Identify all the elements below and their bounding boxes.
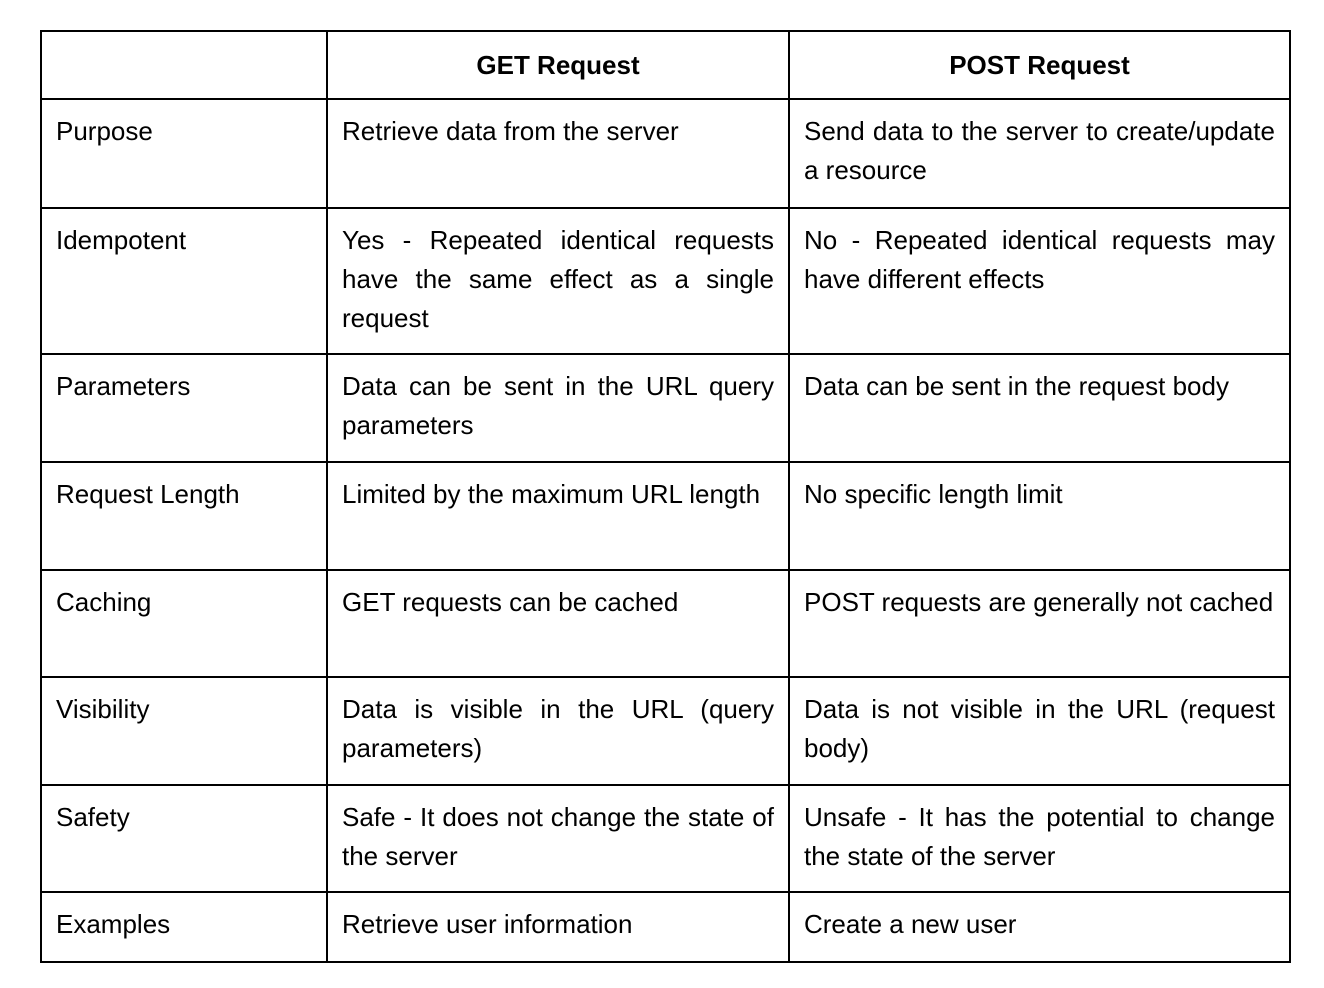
post-cell: Create a new user — [789, 892, 1290, 962]
post-cell: Data can be sent in the request body — [789, 354, 1290, 462]
header-row — [41, 31, 1290, 99]
post-cell: POST requests are generally not cached — [789, 570, 1290, 677]
post-cell: Unsafe - It has the potential to change the state of the server — [789, 785, 1290, 892]
table-row — [41, 785, 1290, 892]
post-cell: Send data to the server to create/update a resource — [789, 99, 1290, 208]
attr-cell: Caching — [41, 570, 327, 677]
get-cell: Retrieve user information — [327, 892, 789, 962]
attr-cell: Visibility — [41, 677, 327, 785]
get-cell: Limited by the maximum URL length — [327, 462, 789, 570]
attr-cell: Request Length — [41, 462, 327, 570]
header-empty — [41, 31, 327, 99]
attr-cell: Purpose — [41, 99, 327, 208]
attr-cell: Parameters — [41, 354, 327, 462]
get-cell: Safe - It does not change the state of the server — [327, 785, 789, 892]
header-post: POST Request — [789, 31, 1290, 99]
attr-cell: Safety — [41, 785, 327, 892]
attr-cell: Examples — [41, 892, 327, 962]
get-cell: Yes - Repeated identical requests have the same effect as a single request — [327, 208, 789, 354]
post-cell: Data is not visible in the URL (request body) — [789, 677, 1290, 785]
table-row — [41, 462, 1290, 570]
table-row — [41, 677, 1290, 785]
post-cell: No specific length limit — [789, 462, 1290, 570]
attr-cell: Idempotent — [41, 208, 327, 354]
post-cell: No - Repeated identical requests may have different effects — [789, 208, 1290, 354]
table-row — [41, 208, 1290, 354]
table-row — [41, 354, 1290, 462]
get-cell: Data can be sent in the URL query parameters — [327, 354, 789, 462]
table-row — [41, 892, 1290, 962]
table-row — [41, 570, 1290, 677]
get-cell: Retrieve data from the server — [327, 99, 789, 208]
comparison-table — [40, 30, 1291, 963]
header-get: GET Request — [327, 31, 789, 99]
table-row — [41, 99, 1290, 208]
get-cell: Data is visible in the URL (query parameters) — [327, 677, 789, 785]
get-cell: GET requests can be cached — [327, 570, 789, 677]
